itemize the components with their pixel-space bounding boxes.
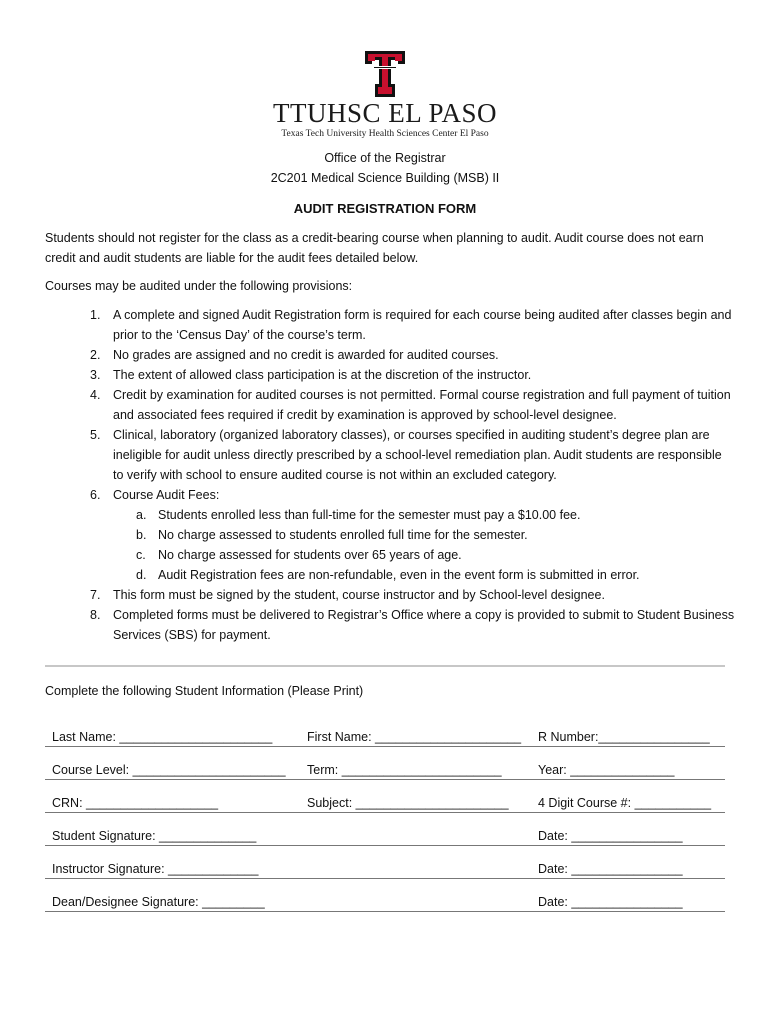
fee-text: No charge assessed to students enrolled full time for the semester. [158,528,528,542]
provision-item [45,425,735,485]
provision-number: 4. [90,388,101,402]
r-number-field[interactable]: R Number:________________ [538,730,710,744]
info-row-course [45,757,725,780]
first-name-field[interactable]: First Name: _____________________ [307,730,522,744]
info-row-crn [45,790,725,813]
instructor-signature-field[interactable]: Instructor Signature: _____________ [52,862,259,876]
fee-letter: d. [136,568,147,582]
course-level-field[interactable]: Course Level: ______________________ [52,763,286,777]
provision-item [45,385,735,425]
fee-letter: c. [136,548,146,562]
provision-text: Credit by examination for audited courses is not permitted. Formal course registration and full payment of tuition and associated fees required if credit by examination is approved by school-level designee. [113,388,731,422]
last-name-field[interactable]: Last Name: ______________________ [52,730,273,744]
instructor-date-field[interactable]: Date: ________________ [538,862,683,876]
provision-item [45,365,735,385]
dean-date-field[interactable]: Date: ________________ [538,895,683,909]
student-signature-field[interactable]: Student Signature: ______________ [52,829,257,843]
provision-text: Completed forms must be delivered to Registrar’s Office where a copy is provided to submit to Student Business Services (SBS) for payment. [113,608,735,642]
form-title: AUDIT REGISTRATION FORM [293,201,477,216]
intro-paragraph: Students should not register for the class as a credit-bearing course when planning to audit. Audit course does not earn credit and audit students are liable for the audit fees detailed below. [45,231,704,265]
provision-number: 1. [90,308,101,322]
provision-text: Clinical, laboratory (organized laboratory classes), or courses specified in auditing student’s degree plan are ineligible for audit unless directly prescribed by a school-level remediation plan. Audit students are responsible to verify with school to ensure audited course is not within an excluded category. [113,428,722,482]
provision-item [45,605,735,645]
provision-number: 6. [90,488,101,502]
info-row-names [45,724,725,747]
provision-text: This form must be signed by the student, course instructor and by School-level designee. [113,588,605,602]
double-t-logo-icon [364,50,406,98]
fee-item [45,505,735,525]
fee-text: Audit Registration fees are non-refundable, even in the event form is submitted in error. [158,568,640,582]
provisions-intro: Courses may be audited under the following provisions: [45,279,353,293]
institution-name: TTUHSC EL PASO [272,98,498,128]
provision-number: 5. [90,428,101,442]
provision-item [45,345,735,365]
ttuhsc-logo [0,50,770,98]
provision-text: The extent of allowed class participation is at the discretion of the instructor. [113,368,532,382]
fee-item [45,525,735,545]
provision-text: A complete and signed Audit Registration form is required for each course being audited after classes begin and prior to the ‘Census Day’ of the course’s term. [113,308,732,342]
fee-item [45,565,735,585]
institution-subtitle: Texas Tech University Health Sciences Center El Paso [281,129,489,139]
provision-item [45,585,735,605]
provision-number: 8. [90,608,101,622]
info-row-student-signature [45,823,725,846]
office-name: Office of the Registrar [324,151,446,165]
fee-item [45,545,735,565]
fee-text: No charge assessed for students over 65 years of age. [158,548,462,562]
office-location: 2C201 Medical Science Building (MSB) II [270,171,500,185]
course-number-field[interactable]: 4 Digit Course #: ___________ [538,796,712,810]
info-row-dean-signature [45,889,725,912]
year-field[interactable]: Year: _______________ [538,763,675,777]
provision-number: 7. [90,588,101,602]
provision-number: 3. [90,368,101,382]
term-field[interactable]: Term: _______________________ [307,763,502,777]
fee-text: Students enrolled less than full-time for the semester must pay a $10.00 fee. [158,508,581,522]
provision-text: No grades are assigned and no credit is awarded for audited courses. [113,348,499,362]
crn-field[interactable]: CRN: ___________________ [52,796,219,810]
provision-text: Course Audit Fees: [113,488,220,502]
student-info-title: Complete the following Student Information (Please Print) [45,684,364,698]
student-date-field[interactable]: Date: ________________ [538,829,683,843]
section-divider [45,665,725,667]
fee-letter: a. [136,508,147,522]
provisions-list [45,305,735,645]
info-row-instructor-signature [45,856,725,879]
dean-signature-field[interactable]: Dean/Designee Signature: _________ [52,895,265,909]
provision-item [45,485,735,585]
provision-item [45,305,735,345]
subject-field[interactable]: Subject: ______________________ [307,796,509,810]
fee-letter: b. [136,528,147,542]
provision-number: 2. [90,348,101,362]
fees-list [113,505,735,585]
